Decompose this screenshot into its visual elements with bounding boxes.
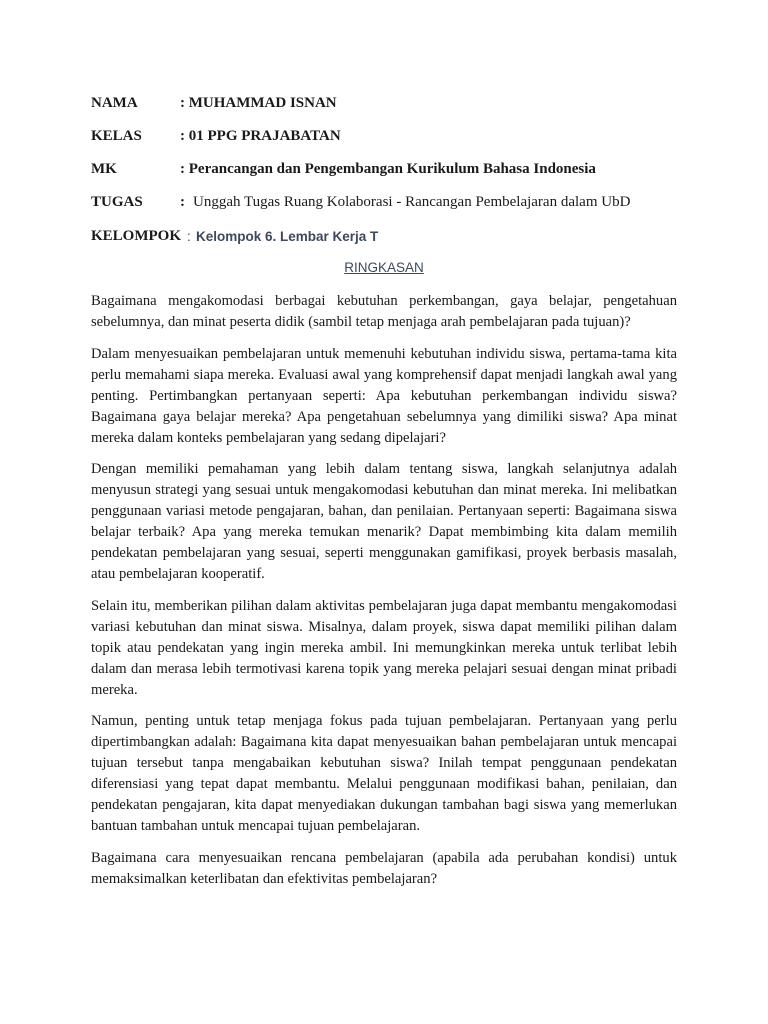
kelas-value: : 01 PPG PRAJABATAN xyxy=(180,128,341,144)
mk-value: : Perancangan dan Pengembangan Kurikulum Bahasa Indonesia xyxy=(180,161,596,177)
kelas-label: KELAS xyxy=(91,128,142,144)
paragraph-4: Selain itu, memberikan pilihan dalam aktivitas pembelajaran juga dapat membantu mengakomodasi variasi kebutuhan dan minat siswa. Misalnya, dalam proyek, siswa dapat memiliki pilihan dalam topik atau pendekatan yang ingin mereka ambil. Ini memungkinkan mereka untuk terlibat lebih dalam dan merasa lebih termotivasi karena topik yang mereka pelajari sesuai dengan minat pribadi mereka. xyxy=(91,598,677,698)
paragraph-3: Dengan memiliki pemahaman yang lebih dalam tentang siswa, langkah selanjutnya adalah menyusun strategi yang sesuai untuk mengakomodasi kebutuhan dan minat mereka. Ini melibatkan penggunaan variasi metode pengajaran, bahan, dan penilaian. Pertanyaan seperti: Bagaimana siswa belajar terbaik? Apa yang mereka temukan menarik? Dapat membimbing kita dalam memilih pendekatan pembelajaran yang sesuai, seperti menggunakan gamifikasi, proyek berbasis masalah, atau pembelajaran kooperatif. xyxy=(91,461,677,582)
kelompok-value: Kelompok 6. Lembar Kerja T xyxy=(196,229,379,244)
section-title-ringkasan: RINGKASAN xyxy=(344,260,424,275)
kelompok-colon: : xyxy=(187,229,191,244)
paragraph-5: Namun, penting untuk tetap menjaga fokus pada tujuan pembelajaran. Pertanyaan yang perlu dipertimbangkan adalah: Bagaimana kita dapat menyesuaikan bahan pembelajaran untuk mencapai tujuan tersebut tanpa mengabaikan kebutuhan siswa? Inilah tempat penggunaan pendekatan diferensiasi yang tepat dapat membantu. Melalui penggunaan modifikasi bahan, penilaian, dan pendekatan pengajaran, kita dapat menyediakan dukungan tambahan bagi siswa yang memerlukan bantuan tambahan untuk mencapai tujuan pembelajaran. xyxy=(91,713,677,834)
kelompok-label: KELOMPOK xyxy=(91,228,181,244)
paragraph-6: Bagaimana cara menyesuaikan rencana pembelajaran (apabila ada perubahan kondisi) untuk memaksimalkan keterlibatan dan efektivitas pembelajaran? xyxy=(91,850,677,887)
nama-value: : MUHAMMAD ISNAN xyxy=(180,95,337,111)
tugas-value: Unggah Tugas Ruang Kolaborasi - Rancangan Pembelajaran dalam UbD xyxy=(193,194,631,210)
nama-label: NAMA xyxy=(91,95,138,111)
paragraph-1: Bagaimana mengakomodasi berbagai kebutuhan perkembangan, gaya belajar, pengetahuan sebelumnya, dan minat peserta didik (sambil tetap menjaga arah pembelajaran pada tujuan)? xyxy=(91,293,677,330)
paragraph-2: Dalam menyesuaikan pembelajaran untuk memenuhi kebutuhan individu siswa, pertama-tama kita perlu memahami siapa mereka. Evaluasi awal yang komprehensif dapat menjadi langkah awal yang penting. Pertimbangkan pertanyaan seperti: Apa kebutuhan perkembangan individu siswa? Bagaimana gaya belajar mereka? Apa pengetahuan sebelumnya yang dimiliki siswa? Apa minat mereka dalam konteks pembelajaran yang sedang dipelajari? xyxy=(91,346,677,446)
tugas-colon: : xyxy=(180,194,185,210)
mk-label: MK xyxy=(91,161,117,177)
tugas-label: TUGAS xyxy=(91,194,143,210)
